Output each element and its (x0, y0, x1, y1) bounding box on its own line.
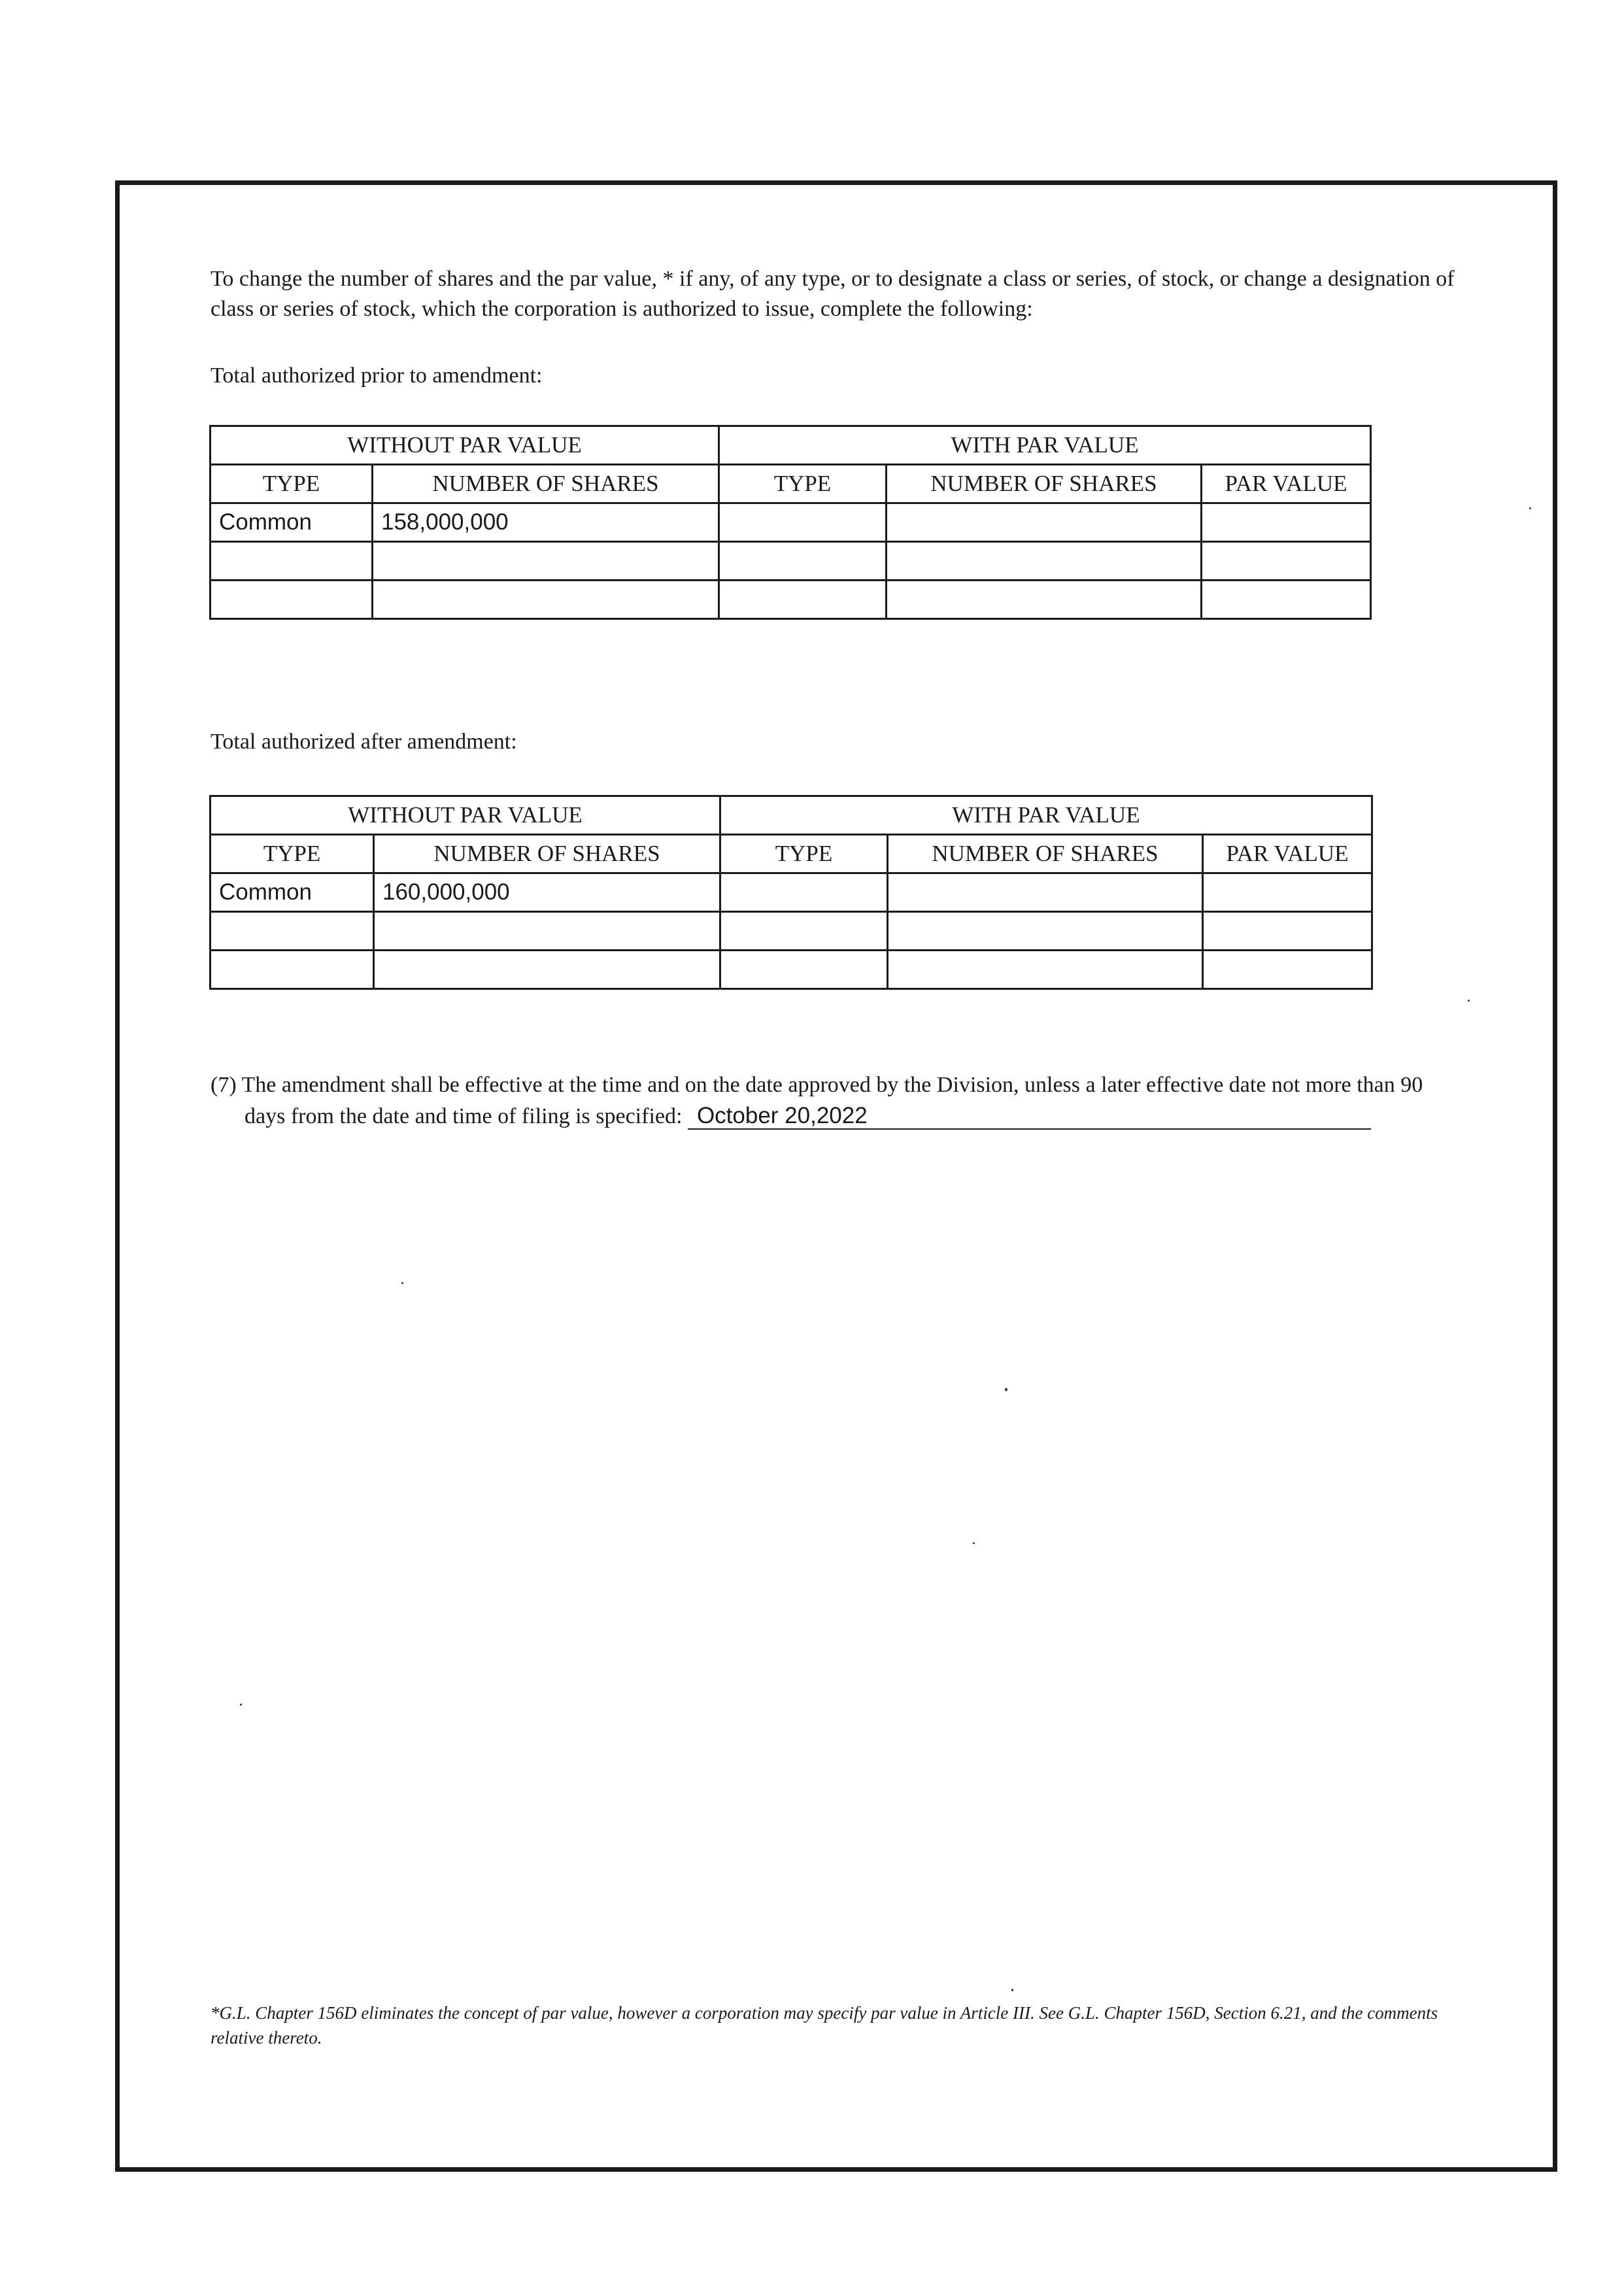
table-group-header-row (211, 796, 1372, 835)
effective-clause-line1: (7) The amendment shall be effective at the time and on the date approved by the Division, unless a later effective date not more than 90 (211, 1073, 1423, 1097)
table-row (211, 912, 1372, 951)
cell-number-of-shares (888, 873, 1203, 912)
cell-type: Common (211, 503, 373, 542)
cell-number-of-shares (887, 503, 1202, 542)
col-header-par-value: PAR VALUE (1203, 835, 1372, 873)
table-row (211, 873, 1372, 912)
after-shares-table (209, 795, 1373, 990)
cell-par-value (1203, 873, 1372, 912)
cell-type (719, 542, 887, 581)
cell-number-of-shares (373, 542, 719, 581)
prior-shares-table (209, 425, 1372, 620)
col-header-type: TYPE (211, 465, 373, 503)
col-header-number-of-shares: NUMBER OF SHARES (374, 835, 720, 873)
cell-number-of-shares (888, 951, 1203, 989)
table-row (211, 503, 1371, 542)
cell-type (719, 581, 887, 619)
cell-number-of-shares (373, 581, 719, 619)
cell-number-of-shares: 160,000,000 (374, 873, 720, 912)
after-section-label: Total authorized after amendment: (211, 730, 517, 754)
cell-number-of-shares (374, 912, 720, 951)
cell-type (720, 912, 888, 951)
group-with-par-value: WITH PAR VALUE (720, 796, 1372, 835)
table-row (211, 581, 1371, 619)
cell-type (719, 503, 887, 542)
col-header-par-value: PAR VALUE (1202, 465, 1371, 503)
scan-speck (1005, 1388, 1007, 1391)
cell-number-of-shares: 158,000,000 (373, 503, 719, 542)
col-header-type: TYPE (719, 465, 887, 503)
cell-number-of-shares (887, 542, 1202, 581)
cell-par-value (1203, 951, 1372, 989)
cell-number-of-shares (374, 951, 720, 989)
cell-type: Common (211, 873, 374, 912)
intro-paragraph: To change the number of shares and the par value, * if any, of any type, or to designate a class or series, of stock, or change a designation of class or series of stock, which the corporation is authorized to issue, complete the following: (211, 267, 1455, 321)
effective-date-clause (211, 1070, 1479, 1132)
par-value-footnote: *G.L. Chapter 156D eliminates the concept of par value, however a corporation may specify par value in Article III. See G.L. Chapter 156D, Section 6.21, and the comments relative thereto. (211, 2003, 1438, 2048)
group-with-par-value: WITH PAR VALUE (719, 426, 1371, 465)
table-row (211, 542, 1371, 581)
scan-speck (401, 1282, 403, 1284)
cell-number-of-shares (887, 581, 1202, 619)
cell-type (211, 912, 374, 951)
table-column-header-row (211, 465, 1371, 503)
prior-section-label: Total authorized prior to amendment: (211, 363, 543, 388)
col-header-type: TYPE (720, 835, 888, 873)
scan-speck (1468, 1000, 1470, 1002)
cell-number-of-shares (888, 912, 1203, 951)
cell-type (211, 951, 374, 989)
table-row (211, 951, 1372, 989)
scan-speck (240, 1704, 242, 1706)
cell-par-value (1203, 912, 1372, 951)
cell-type (211, 581, 373, 619)
scan-speck (1529, 507, 1531, 509)
cell-type (720, 951, 888, 989)
effective-clause-line2: days from the date and time of filing is specified: (245, 1104, 683, 1128)
scan-speck (973, 1542, 975, 1544)
col-header-number-of-shares: NUMBER OF SHARES (887, 465, 1202, 503)
cell-par-value (1202, 503, 1371, 542)
col-header-type: TYPE (211, 835, 374, 873)
cell-type (720, 873, 888, 912)
group-without-par-value: WITHOUT PAR VALUE (211, 796, 720, 835)
scan-speck (1011, 1989, 1013, 1991)
cell-type (211, 542, 373, 581)
col-header-number-of-shares: NUMBER OF SHARES (888, 835, 1203, 873)
table-group-header-row (211, 426, 1371, 465)
cell-par-value (1202, 542, 1371, 581)
col-header-number-of-shares: NUMBER OF SHARES (373, 465, 719, 503)
group-without-par-value: WITHOUT PAR VALUE (211, 426, 719, 465)
table-column-header-row (211, 835, 1372, 873)
cell-par-value (1202, 581, 1371, 619)
effective-date-field: October 20,2022 (688, 1104, 1371, 1130)
